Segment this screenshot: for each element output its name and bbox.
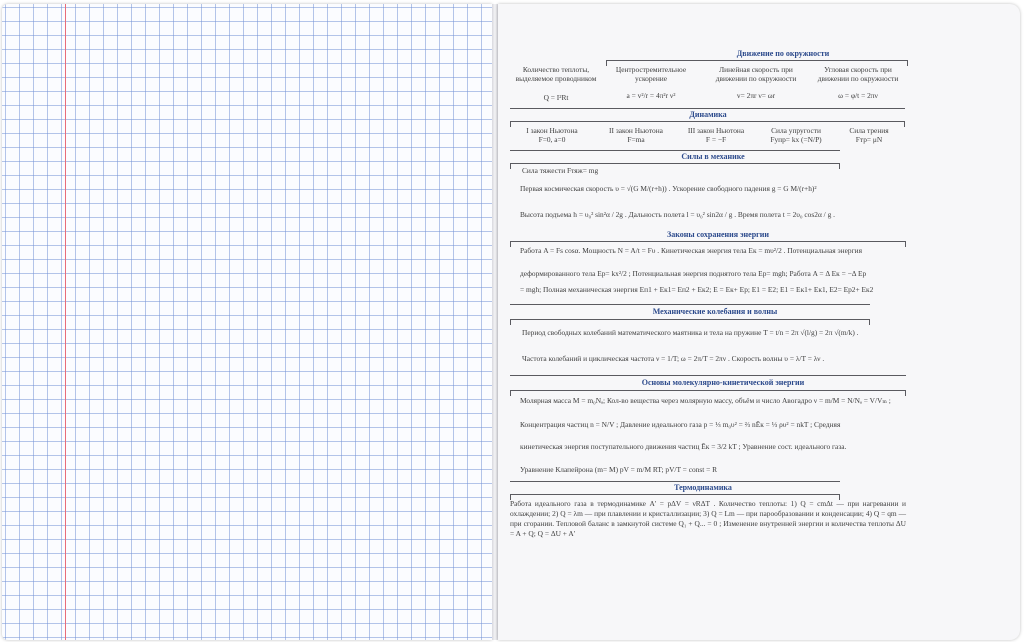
margin-line bbox=[65, 4, 66, 640]
section-rule bbox=[510, 241, 906, 242]
section-rule bbox=[510, 304, 870, 305]
linear-speed-formula: v= 2πr ν= ωr bbox=[736, 91, 776, 100]
heading-molecular: Основы молекулярно-кинетической энергии bbox=[641, 378, 805, 387]
rule-tick bbox=[905, 390, 906, 396]
heading-thermo: Термодинамика bbox=[674, 483, 732, 492]
newton-1-formula: F=0, a=0 bbox=[538, 135, 566, 144]
newton-1-label: I закон Ньютона bbox=[526, 126, 578, 135]
section-rule bbox=[510, 375, 906, 376]
heading-dynamics: Динамика bbox=[689, 110, 727, 119]
conservation-line-3: = mgh; Полная механическая энергия Eп1 + Eк1= Eп2 + Eк2; E = Eк+ Eр; E1 = E2; E1 = Eк1+ Eк1, E2= Eр2+ Eк2 bbox=[520, 285, 874, 294]
newton-3-formula: F = −F bbox=[705, 135, 727, 144]
angular-speed-formula: ω = φ/t = 2πν bbox=[838, 91, 878, 100]
rule-tick bbox=[510, 319, 511, 325]
molecular-line-2: Концентрация частиц n = N/V ; Давление идеального газа p = ⅓ m₀υ² = ⅔ nĒк = ⅓ ρυ² = nkT ; Средняя bbox=[520, 420, 841, 429]
thermo-paragraph: Работа идеального газа в термодинамике A' = pΔV = νRΔT . Количество теплоты: 1) Q = cmΔt — при нагревании и охлаждении; 2) Q = λm — при плавлении и кристаллизации; 3) Q = Lm — при парообразовании и конденсации; 4) Q = qm — при сгорании. Тепловой баланс в замкнутой системе Q₁ + Q... = 0 ; Изменение внутренней энергии и количества теплоты ΔU = A + Q; Q = ΔU + A' bbox=[510, 499, 906, 538]
heading-oscillations: Механические колебания и волны bbox=[652, 307, 778, 316]
rule-tick bbox=[510, 390, 511, 396]
grid-page bbox=[2, 4, 492, 640]
flight-height: Высота подъема h = υ₀² sin²α / 2g . Дальность полета l = υ₀² sin2α / g . Время полета t = 2υ₀ cos2α / g . bbox=[520, 210, 835, 219]
centripetal-label: Центростремительное ускорение bbox=[615, 65, 687, 83]
molecular-line-4: Уравнение Клапейрона (m= M) pV = m/M RT; pV/T = const = R bbox=[520, 465, 718, 474]
heat-formula: Q = I²Rt bbox=[543, 93, 569, 102]
newton-2-formula: F=ma bbox=[627, 135, 645, 144]
elastic-force-formula: Fупр= kx (=N/P) bbox=[770, 135, 822, 144]
linear-speed-label: Линейная скорость при движении по окружности bbox=[715, 65, 797, 83]
formula-page bbox=[498, 4, 1020, 640]
angular-speed-label: Угловая скорость при движении по окружности bbox=[817, 65, 899, 83]
oscillation-period: Период свободных колебаний математического маятника и тела на пружине T = t/n = 2π √(l/g) = 2π √(m/k) . bbox=[522, 328, 859, 337]
first-cosmic-speed: Первая космическая скорость υ = √(G M/(r+h)) . Ускорение свободного падения g = G M/(r+h)² bbox=[520, 184, 817, 193]
rule-tick bbox=[869, 319, 870, 325]
friction-force-label: Сила трения bbox=[849, 126, 889, 135]
rule-tick bbox=[510, 121, 511, 127]
gravity-force: Сила тяжести Fтяж= mg bbox=[522, 166, 599, 175]
molecular-line-3: кинетическая энергия поступательного движения частиц Ēк = 3/2 kT ; Уравнение сост. идеального газа. bbox=[520, 442, 847, 451]
rule-tick bbox=[839, 163, 840, 169]
section-rule bbox=[606, 60, 908, 61]
rule-tick bbox=[905, 241, 906, 247]
molecular-line-1: Молярная масса M = m₀Nₐ; Кол-во вещества через молярную массу, объём и число Авогадро ν = m/M = N/Nₐ = V/Vₘ ; bbox=[520, 396, 891, 405]
oscillation-frequency: Частота колебаний и циклическая частота ν = 1/T; ω = 2π/T = 2πν . Скорость волны υ = λ/T = λν . bbox=[522, 354, 825, 363]
section-rule bbox=[510, 494, 840, 495]
section-rule bbox=[510, 481, 840, 482]
conservation-line-2: деформированного тела Eр= kx²/2 ; Потенциальная энергия поднятого тела Eр= mgh; Работа A = Δ Eк = −Δ Eр bbox=[520, 269, 867, 278]
section-rule bbox=[510, 319, 870, 320]
rule-tick bbox=[510, 241, 511, 247]
heat-label: Количество теплоты, выделяемое проводником bbox=[515, 65, 597, 83]
newton-3-label: III закон Ньютона bbox=[687, 126, 745, 135]
section-rule bbox=[510, 108, 905, 109]
friction-force-formula: Fтр= μN bbox=[855, 135, 883, 144]
heading-motion-circle: Движение по окружности bbox=[736, 49, 830, 58]
section-rule bbox=[510, 121, 905, 122]
section-rule bbox=[510, 163, 840, 164]
heading-conservation: Законы сохранения энергии bbox=[666, 230, 769, 239]
elastic-force-label: Сила упругости bbox=[771, 126, 821, 135]
heading-forces: Силы в механике bbox=[681, 152, 745, 161]
conservation-line-1: Работа A = Fs cosα. Мощность N = A/t = Fυ . Кинетическая энергия тела Eк = mυ²/2 . Потенциальная энергия bbox=[520, 246, 862, 255]
section-rule bbox=[510, 150, 840, 151]
centripetal-formula: a = v²/r = 4π²r ν² bbox=[626, 91, 676, 100]
rule-tick bbox=[904, 121, 905, 127]
rule-tick bbox=[510, 163, 511, 169]
newton-2-label: II закон Ньютона bbox=[609, 126, 663, 135]
section-rule bbox=[510, 390, 906, 391]
